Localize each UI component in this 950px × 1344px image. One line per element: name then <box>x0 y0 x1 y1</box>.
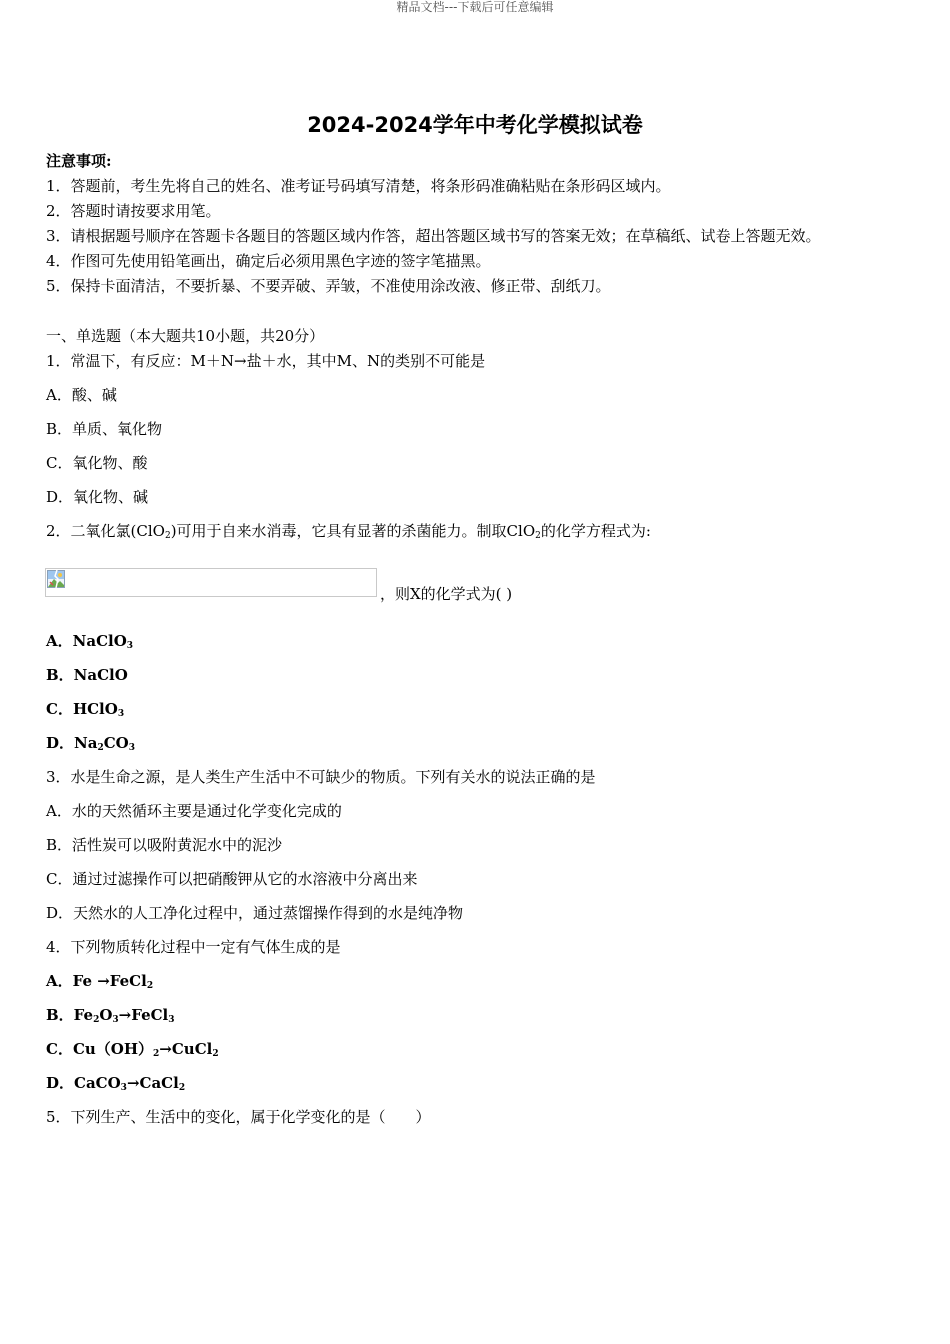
option-text: B．NaClO <box>46 666 128 684</box>
question-4-stem: 4．下列物质转化过程中一定有气体生成的是 <box>46 938 341 956</box>
option-text: A．NaClO <box>46 632 127 650</box>
question-3-option-b: B．活性炭可以吸附黄泥水中的泥沙 <box>46 836 283 854</box>
q2-stem-part: )可用于自来水消毒，它具有显著的杀菌能力。制取ClO <box>170 522 536 540</box>
notice-heading: 注意事项: <box>46 152 112 170</box>
section-heading: 一、单选题（本大题共10小题，共20分） <box>46 327 325 345</box>
question-1-option-d: D．氧化物、碱 <box>46 488 149 506</box>
option-text: D．CaCO <box>46 1074 121 1092</box>
option-text: →CaCl <box>126 1074 179 1092</box>
option-text: C．HClO <box>46 700 118 718</box>
option-subscript: 3 <box>128 743 135 753</box>
question-5-stem: 5．下列生产、生活中的变化，属于化学变化的是（ ） <box>46 1108 431 1126</box>
option-text: A．Fe →FeCl <box>46 972 147 990</box>
notice-item: 5．保持卡面清洁，不要折暴、不要弄破、弄皱，不准使用涂改液、修正带、刮纸刀。 <box>46 277 611 295</box>
question-3-option-a: A．水的天然循环主要是通过化学变化完成的 <box>46 802 342 820</box>
header-note: 精品文档---下载后可任意编辑 <box>396 0 554 14</box>
q2-stem-part: 2．二氧化氯(ClO <box>46 522 165 540</box>
option-text: B．Fe <box>46 1006 94 1024</box>
option-text: C．Cu（OH） <box>46 1040 154 1058</box>
broken-image-icon <box>47 570 65 588</box>
option-subscript: 3 <box>112 1015 119 1025</box>
option-subscript: 3 <box>120 1083 127 1093</box>
question-1-stem: 1．常温下，有反应：M＋N→盐＋水，其中M、N的类别不可能是 <box>46 352 486 370</box>
question-2-option-a <box>46 631 133 651</box>
question-4-option-b <box>46 1005 175 1025</box>
q2-stem-subscript: 2 <box>164 531 171 541</box>
question-4-option-a <box>46 971 153 991</box>
q2-stem-subscript: 2 <box>535 531 541 541</box>
question-2-tail: ，则X的化学式为( ) <box>380 585 513 603</box>
question-4-option-d <box>46 1073 185 1093</box>
notice-item: 1．答题前，考生先将自己的姓名、准考证号码填写清楚，将条形码准确粘贴在条形码区域内。 <box>46 177 671 195</box>
option-subscript: 2 <box>97 743 104 753</box>
equation-image-placeholder <box>45 568 377 597</box>
notice-item: 2．答题时请按要求用笔。 <box>46 202 221 220</box>
question-1-option-b: B．单质、氧化物 <box>46 420 163 438</box>
question-2-option-d <box>46 733 135 753</box>
option-text: CO <box>103 734 129 752</box>
option-text: →CuCl <box>159 1040 213 1058</box>
question-1-option-a: A．酸、碱 <box>46 386 117 404</box>
question-2-option-c <box>46 699 124 719</box>
option-text: O <box>99 1006 113 1024</box>
option-subscript: 2 <box>146 981 154 991</box>
question-3-option-d: D．天然水的人工净化过程中，通过蒸馏操作得到的水是纯净物 <box>46 904 464 922</box>
option-subscript: 3 <box>117 709 125 719</box>
question-3-option-c: C．通过过滤操作可以把硝酸钾从它的水溶液中分离出来 <box>46 870 418 888</box>
question-1-option-c: C．氧化物、酸 <box>46 454 148 472</box>
option-subscript: 2 <box>178 1083 186 1093</box>
q2-stem-part: 的化学方程式为: <box>540 522 651 540</box>
question-2-stem <box>46 521 651 541</box>
question-4-option-c <box>46 1039 219 1059</box>
option-subscript: 2 <box>212 1049 219 1059</box>
notice-item: 3．请根据题号顺序在答题卡各题目的答题区域内作答，超出答题区域书写的答案无效；在草稿纸、试卷上答题无效。 <box>46 227 821 245</box>
notice-item: 4．作图可先使用铅笔画出，确定后必须用黑色字迹的签字笔描黑。 <box>46 252 491 270</box>
option-subscript: 2 <box>153 1049 160 1059</box>
page-title: 2024-2024学年中考化学模拟试卷 <box>307 113 643 137</box>
option-text: D．Na <box>46 734 98 752</box>
question-3-stem: 3．水是生命之源，是人类生产生活中不可缺少的物质。下列有关水的说法正确的是 <box>46 768 596 786</box>
option-text: →FeCl <box>118 1006 169 1024</box>
option-subscript: 2 <box>93 1015 100 1025</box>
option-subscript: 3 <box>126 641 134 651</box>
question-2-option-b <box>46 665 128 685</box>
option-subscript: 3 <box>168 1015 175 1025</box>
